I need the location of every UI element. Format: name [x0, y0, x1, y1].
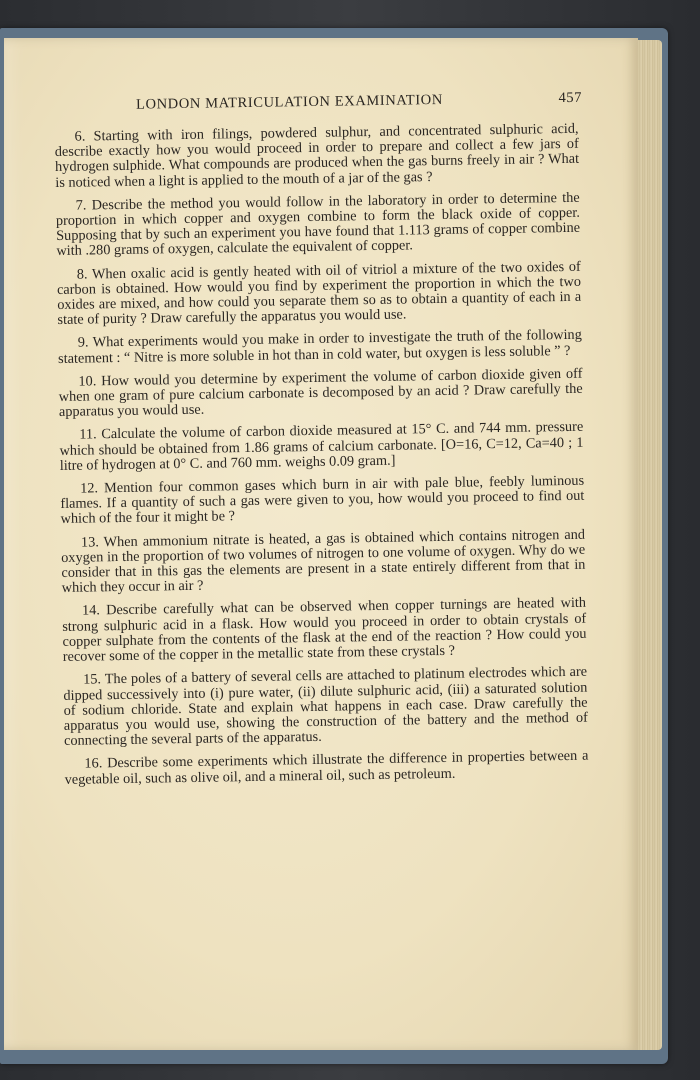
running-title: LONDON MATRICULATION EXAMINATION: [135, 91, 443, 113]
question-14: 14. Describe carefully what can be observed when copper turnings are heated with strong sulphuric acid in a flask. How would you proceed in order to obtain crystals of copper sulphate from the contents of the flask at the end of the reaction ? How could you recover some of the copper in the metallic state from these crystals ?: [62, 595, 587, 666]
question-12: 12. Mention four common gases which burn in air with pale blue, feebly luminous flames. If a quantity of such a gas were given to you, how would you proceed to find out which of the four it might be ?: [60, 472, 585, 528]
question-13: 13. When ammonium nitrate is heated, a gas is obtained which contains nitrogen and oxygen in the proportion of two volumes of nitrogen to one volume of oxygen. Why do we consider that in this gas the elements are present in a state entirely different from that in which they occur in air ?: [61, 526, 586, 597]
question-list: [55, 122, 589, 788]
question-16: 16. Describe some experiments which illustrate the difference in properties between a vegetable oil, such as olive oil, and a mineral oil, such as petroleum.: [64, 748, 589, 788]
running-header: [54, 89, 583, 122]
page: [4, 38, 638, 1050]
question-7: 7. Describe the method you would follow in the laboratory in order to determine the proportion in which copper and oxygen combine to form the black oxide of copper. Supposing that by such an experiment you have found that 1.113 grams of copper combine with .280 grams of oxygen, calculate the equivalent of copper.: [55, 189, 581, 260]
page-number: 457: [558, 89, 583, 107]
question-15: 15. The poles of a battery of several cells are attached to platinum electrodes which are dipped successively into (i) pure water, (ii) dilute sulphuric acid, (iii) a saturated solution of sodium chloride. State and explain what happens in each case. Draw carefully the apparatus you would use, showing the construction of the battery and the method of connecting the several parts of the apparatus.: [63, 663, 588, 750]
question-9: 9. What experiments would you make in order to investigate the truth of the following statement : “ Nitre is more soluble in hot than in cold water, but oxygen is less soluble ” ?: [57, 327, 582, 367]
question-11: 11. Calculate the volume of carbon dioxide measured at 15° C. and 744 mm. pressure which should be obtained from 1.86 grams of calcium carbonate. [O=16, C=12, Ca=40 ; 1 litre of hydrogen at 0° C. and 760 mm. weighs 0.09 gram.]: [59, 419, 584, 474]
page-content: [54, 90, 589, 796]
question-6: 6. Starting with iron filings, powdered sulphur, and concentrated sulphuric acid, describe exactly how you would proceed in order to prepare and collect a few jars of hydrogen sulphide. What compounds are produced when the gas burns freely in air ? What is noticed when a light is applied to the mouth of a jar of the gas ?: [54, 120, 580, 191]
question-10: 10. How would you determine by experiment the volume of carbon dioxide given off when one gram of pure calcium carbonate is decomposed by an acid ? Draw carefully the apparatus you would use.: [58, 365, 583, 421]
question-8: 8. When oxalic acid is gently heated with oil of vitriol a mixture of the two oxides of carbon is obtained. How would you find by experiment the proportion in which the two oxides are mixed, and how could you separate them so as to obtain a quantity of each in a state of purity ? Draw carefully the apparatus you would use.: [56, 258, 582, 329]
